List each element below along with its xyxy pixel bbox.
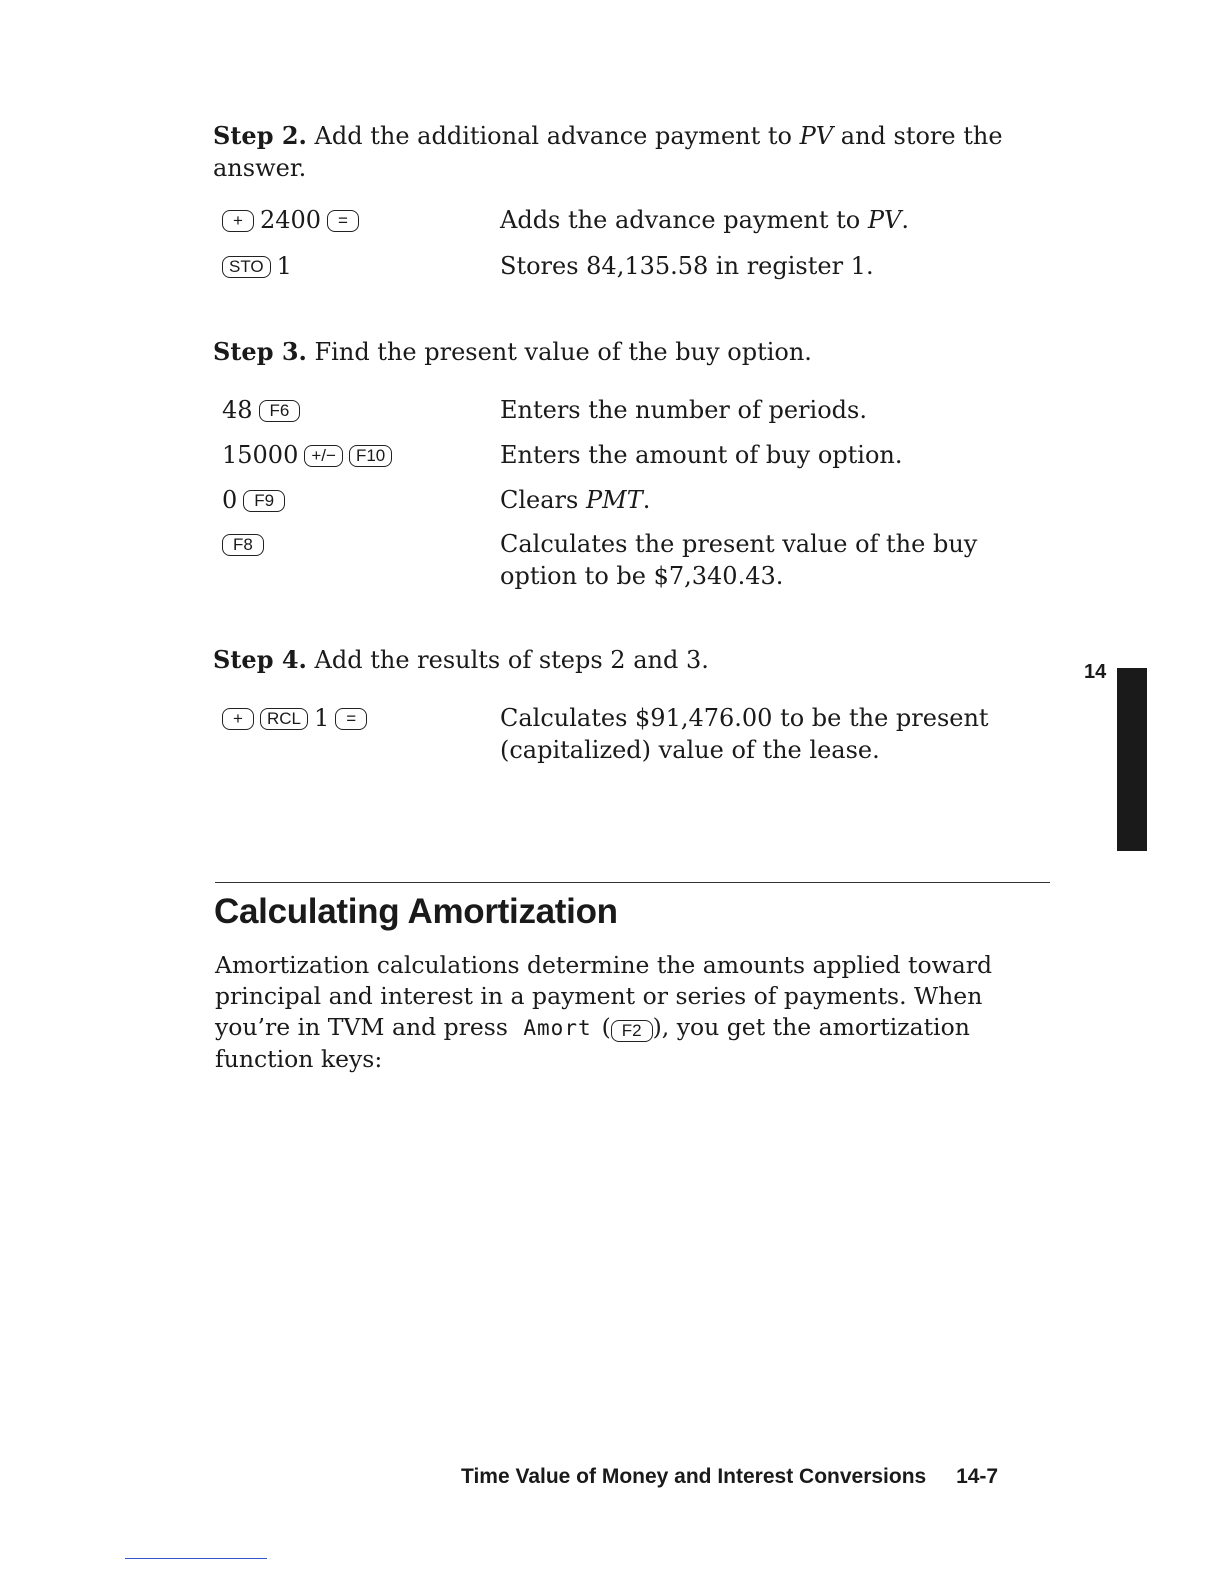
key-sequence: [222, 204, 359, 236]
description-variable: PMT: [585, 486, 643, 514]
plus-key[interactable]: +: [222, 210, 254, 232]
step-description: Enters the number of periods.: [500, 396, 867, 424]
key-sequence: [222, 528, 264, 560]
keyed-number: 48: [222, 396, 253, 424]
f9-key[interactable]: F9: [243, 490, 285, 512]
amort-menu-label[interactable]: Amort: [523, 1016, 592, 1040]
description-variable: PV: [867, 206, 902, 234]
keyed-number: 0: [222, 486, 238, 514]
step-description: Stores 84,135.58 in register 1.: [500, 252, 874, 280]
key-sequence: [222, 484, 285, 516]
step-description: Calculates the present value of the buy option to be $7,340.43.: [500, 530, 978, 590]
step-3-label: Step 3.: [213, 337, 307, 366]
step-4-heading: [213, 644, 1013, 676]
keyed-number: 2400: [259, 206, 322, 234]
page-number: 14-7: [956, 1465, 999, 1488]
section-divider: [215, 882, 1050, 883]
body-text-1: Amortization calculations determine the amounts applied toward principal and interest in a payment or series of payments. When you’re in TVM and press: [215, 951, 993, 1041]
f10-key[interactable]: F10: [349, 445, 392, 467]
f8-key[interactable]: F8: [222, 534, 264, 556]
step-description: [500, 204, 1060, 236]
step-2-pv: PV: [799, 122, 834, 150]
footer-title: Time Value of Money and Interest Conversions: [461, 1465, 927, 1488]
key-sequence: [222, 702, 367, 734]
equals-key[interactable]: =: [327, 210, 359, 232]
keyed-number: 15000: [222, 441, 299, 469]
step-2-text: Add the additional advance payment to: [314, 122, 792, 150]
key-sequence: [222, 394, 300, 426]
step-description: Calculates $91,476.00 to be the present (capitalized) value of the lease.: [500, 704, 989, 764]
equals-key[interactable]: =: [335, 708, 367, 730]
f6-key[interactable]: F6: [259, 400, 301, 422]
sto-key[interactable]: STO: [222, 256, 271, 278]
description-text: Adds the advance payment to: [500, 206, 861, 234]
description-end: .: [901, 206, 909, 234]
step-2-text-end: and store the answer.: [213, 122, 1003, 182]
change-sign-key[interactable]: +/−: [304, 445, 343, 467]
description-text: Clears: [500, 486, 579, 514]
step-3-heading: [213, 336, 1013, 368]
key-sequence: [222, 439, 392, 471]
plus-key[interactable]: +: [222, 708, 254, 730]
step-2-label: Step 2.: [213, 121, 307, 150]
chapter-tab-marker: [1117, 668, 1147, 851]
rcl-key[interactable]: RCL: [260, 708, 308, 730]
scan-artifact-line: [125, 1558, 267, 1559]
description-end: .: [642, 486, 651, 514]
f2-key[interactable]: F2: [611, 1020, 653, 1042]
register-number: 1: [276, 252, 292, 280]
section-body: [215, 950, 1055, 1075]
step-description: Enters the amount of buy option.: [500, 441, 903, 469]
section-title: Calculating Amortization: [214, 892, 618, 931]
paren-open: (: [601, 1013, 611, 1041]
page-footer: [461, 1465, 998, 1489]
chapter-number: 14: [1084, 661, 1107, 683]
step-2-heading: [213, 120, 1013, 184]
step-description: [500, 484, 1060, 516]
register-number: 1: [313, 704, 330, 732]
step-4-label: Step 4.: [213, 645, 307, 674]
step-3-text: Find the present value of the buy option.: [314, 338, 812, 366]
step-4-text: Add the results of steps 2 and 3.: [314, 646, 709, 674]
key-sequence: [222, 250, 292, 282]
body-text-2: ), you get the amortization function keys:: [215, 1013, 970, 1073]
